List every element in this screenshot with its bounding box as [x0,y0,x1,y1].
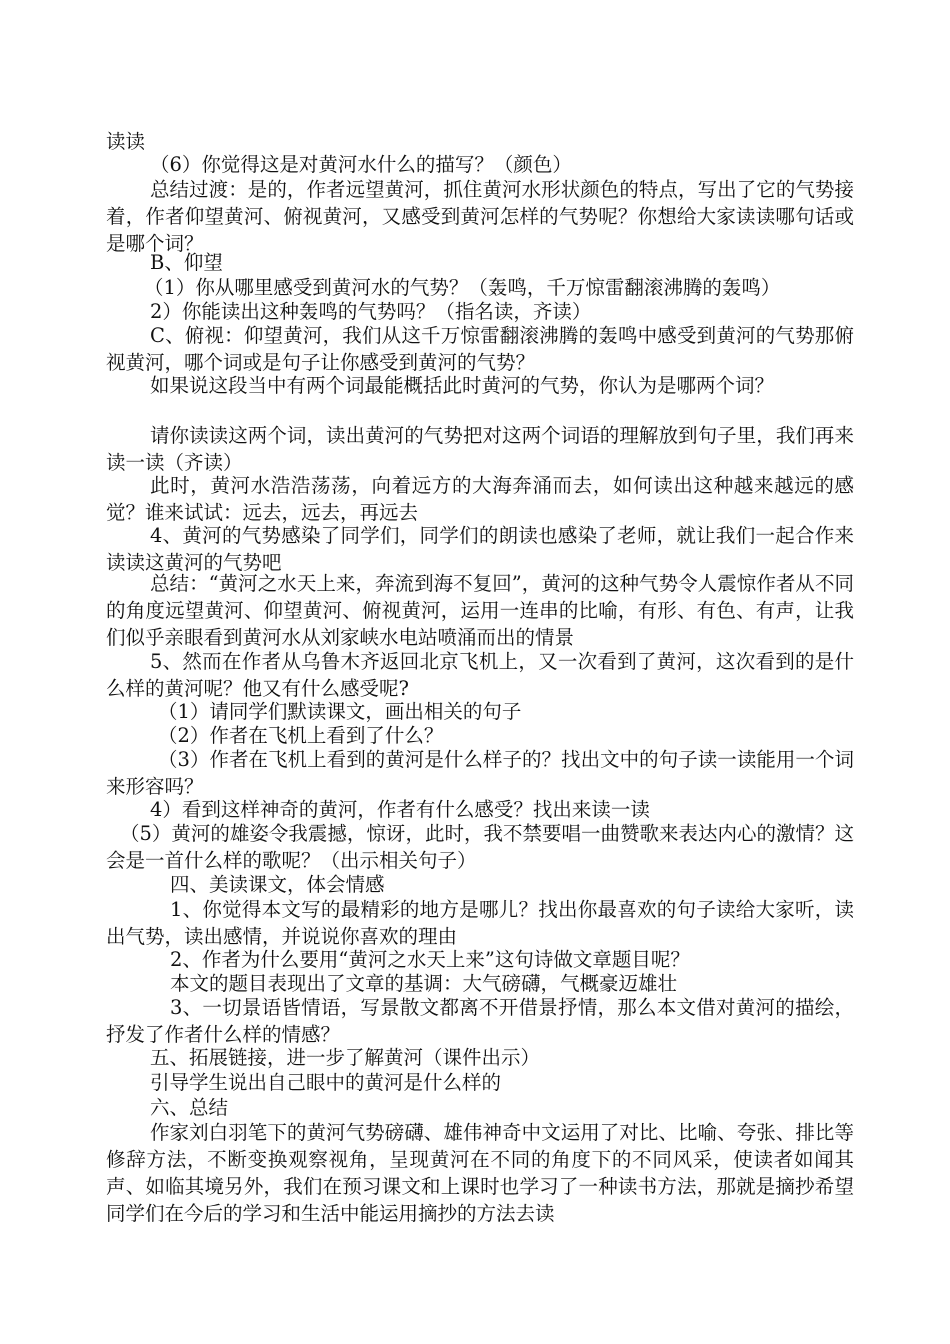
paragraph: 总结：“黄河之水天上来，奔流到海不复回”，黄河的这种气势令人震惊作者从不同的角度远望黄河、仰望黄河、俯视黄河，运用一连串的比喻，有形、有色、有声，让我们似乎亲眼看到黄河水从刘家峡水电站喷涌而出的情景 [106,572,854,649]
paragraph: B、仰望 [150,251,223,274]
paragraph: 3、一切景语皆情语，写景散文都离不开借景抒情，那么本文借对黄河的描绘，抒发了作者什么样的情感？ [106,996,854,1046]
paragraph: 此时，黄河水浩浩荡荡，向着远方的大海奔涌而去，如何读出这种越来越远的感觉？谁来试试：远去，远去，再远去 [106,474,854,524]
paragraph: （6）你觉得这是对黄河水什么的描写？（颜色） [150,153,572,176]
paragraph: 1、你觉得本文写的最精彩的地方是哪儿？找出你最喜欢的句子读给大家听，读出气势，读出感情，并说说你喜欢的理由 [106,898,854,948]
paragraph: （5）黄河的雄姿令我震撼，惊讶，此时，我不禁要唱一曲赞歌来表达内心的激情？这会是一首什么样的歌呢？（出示相关句子） [106,822,854,872]
paragraph: 2、作者为什么要用“黄河之水天上来”这句诗做文章题目呢？ [170,948,690,971]
paragraph: 请你读读这两个词，读出黄河的气势把对这两个词语的理解放到句子里，我们再来读一读（齐读） [106,424,854,474]
paragraph: （1）你从哪里感受到黄河水的气势？（轰鸣，千万惊雷翻滚沸腾的轰鸣） [144,276,781,299]
paragraph: 读读 [106,130,146,153]
paragraph: （1）请同学们默读课文，画出相关的句子 [158,700,522,723]
paragraph: 5、然而在作者从乌鲁木齐返回北京飞机上，又一次看到了黄河，这次看到的是什么样的黄河呢？他又有什么感受呢? [106,650,854,700]
paragraph: 本文的题目表现出了文章的基调：大气磅礴，气概豪迈雄壮 [170,972,678,995]
paragraph: 引导学生说出自己眼中的黄河是什么样的 [150,1071,502,1094]
paragraph: 六、总结 [150,1096,229,1119]
paragraph: 4）看到这样神奇的黄河，作者有什么感受？找出来读一读 [150,798,650,821]
paragraph: 作家刘白羽笔下的黄河气势磅礴、雄伟神奇中文运用了对比、比喻、夸张、排比等修辞方法，不断变换观察视角，呈现黄河在不同的角度下的不同风采，使读者如闻其声、如临其境另外，我们在预习课文和上课时也学习了一种读书方法，那就是摘抄希望同学们在今后的学习和生活中能运用摘抄的方法去读 [106,1121,854,1225]
paragraph: 总结过渡：是的，作者远望黄河，抓住黄河水形状颜色的特点，写出了它的气势接着，作者仰望黄河、俯视黄河，又感受到黄河怎样的气势呢？你想给大家读读哪句话或是哪个词？ [106,178,854,255]
paragraph: 如果说这段当中有两个词最能概括此时黄河的气势，你认为是哪两个词？ [150,374,775,397]
paragraph: 4、黄河的气势感染了同学们，同学们的朗读也感染了老师，就让我们一起合作来读读这黄河的气势吧 [106,524,854,574]
paragraph: 2）你能读出这种轰鸣的气势吗？（指名读，齐读） [150,300,592,323]
paragraph: 五、拓展链接，进一步了解黄河（课件出示） [150,1046,541,1069]
paragraph: C、俯视：仰望黄河，我们从这千万惊雷翻滚沸腾的轰鸣中感受到黄河的气势那俯视黄河，哪个词或是句子让你感受到黄河的气势？ [106,324,854,374]
paragraph: 四、美读课文，体会情感 [170,873,385,896]
paragraph: （2）作者在飞机上看到了什么？ [158,724,444,747]
paragraph: （3）作者在飞机上看到的黄河是什么样子的？找出文中的句子读一读能用一个词来形容吗？ [106,748,854,798]
